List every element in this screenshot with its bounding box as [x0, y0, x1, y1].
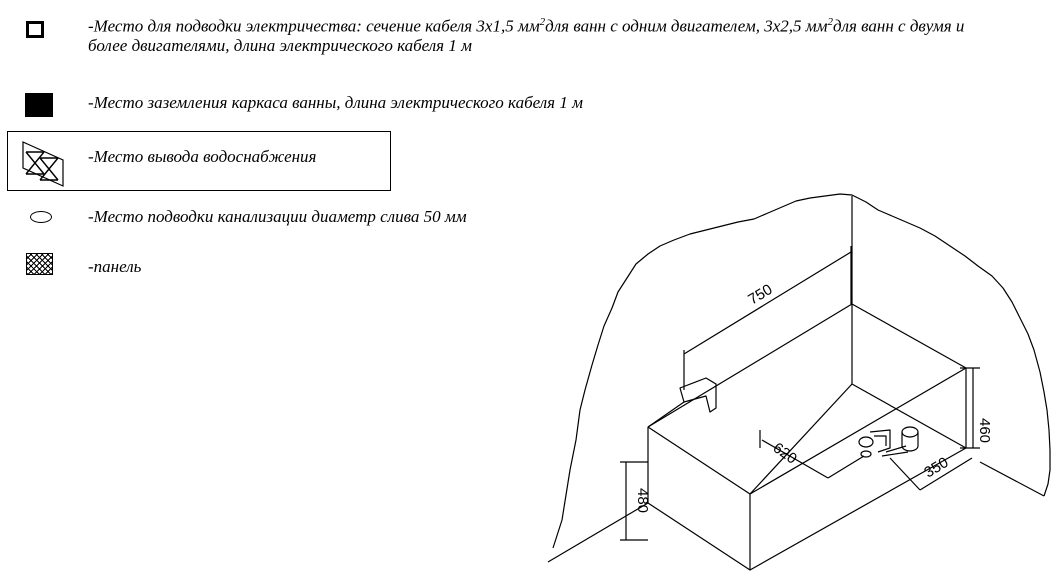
- floor-right-line: [980, 462, 1044, 496]
- spout: [680, 378, 716, 412]
- dim-460-label: 460: [976, 418, 993, 444]
- legend-electric-line2: более двигателями, длина электрического кабеля 1 м: [88, 36, 472, 55]
- dim-350-label: 350: [921, 453, 952, 482]
- legend-electric-text-c: для ванн с двумя и: [832, 16, 965, 36]
- dim-620-label: 620: [769, 439, 800, 468]
- wall-outline: [553, 194, 1050, 548]
- legend-drain: -Место подводки канализации диаметр слива 50 мм: [88, 207, 467, 226]
- legend-grounding: -Место заземления каркаса ванны, длина электрического кабеля 1 м: [88, 93, 583, 112]
- dim-750-line: [684, 252, 851, 354]
- legend-electric-sup2: 2: [827, 16, 833, 28]
- legend-electric-sup1: 2: [539, 16, 546, 28]
- legend-panel: -панель: [88, 257, 142, 276]
- legend-electric-text-b: для ванн с одним двигателем, 3х2,5 мм: [545, 16, 828, 36]
- legend-water-supply: -Место вывода водоснабжения: [88, 147, 317, 166]
- drain-siphon: [859, 427, 918, 457]
- dim-750-label: 750: [745, 280, 776, 309]
- dim-480-label: 480: [634, 488, 651, 514]
- legend-electric-text-a: -Место для подводки электричества: сечение кабеля 3х1,5 мм: [88, 16, 540, 36]
